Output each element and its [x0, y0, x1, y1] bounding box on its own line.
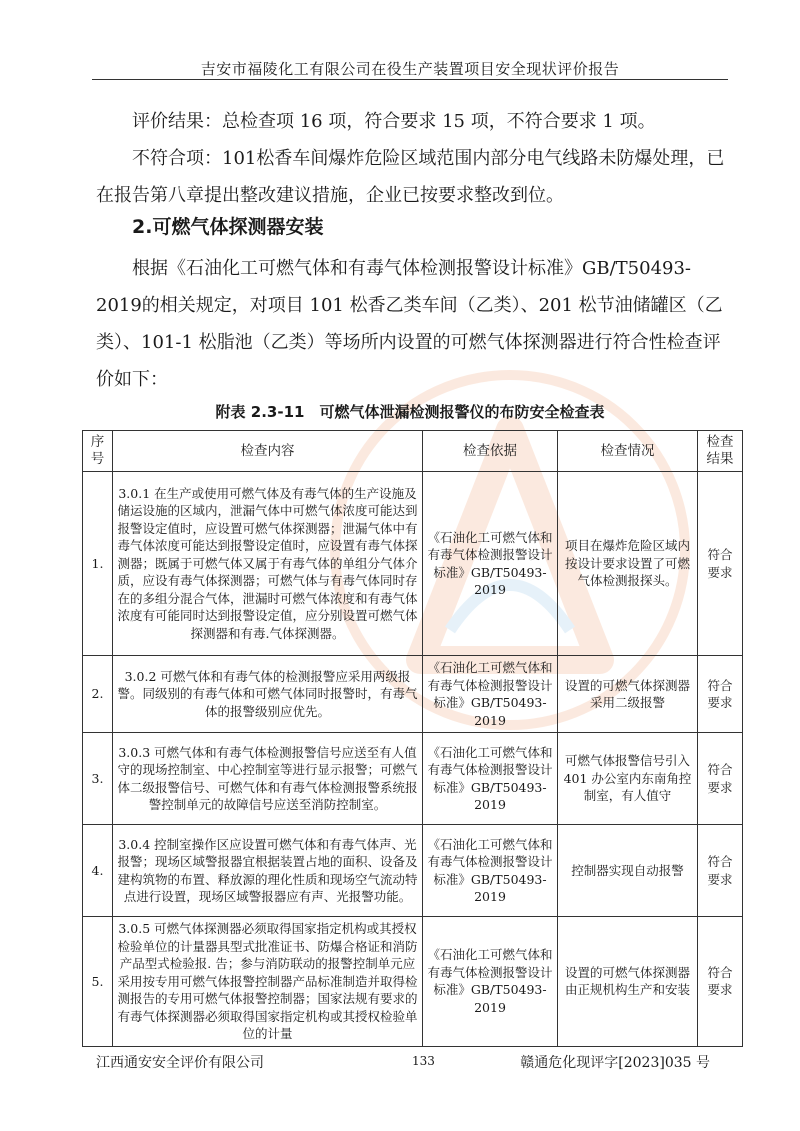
table-title: 附表 2.3-11 可燃气体泄漏检测报警仪的布防安全检查表 — [215, 403, 605, 421]
table-row — [83, 472, 743, 656]
footer-company: 江西通安安全评价有限公司 — [96, 1055, 264, 1071]
row-status: 设置的可燃气体探测器采用二级报警 — [558, 656, 698, 733]
row-basis: 《石油化工可燃气体和有毒气体检测报警设计标准》GB/T50493-2019 — [423, 656, 558, 733]
row-result: 符合要求 — [698, 656, 743, 733]
row-content: 3.0.5 可燃气体探测器必须取得国家指定机构或其授权检验单位的计量器具型式批准证书、防爆合格证和消防产品型式检验报. 告；参与消防联动的报警控制单元应采用按专用可燃气体报警控制器产品标准制造并取得检测报告的专用可燃气体报警控制器；国家法规有要求的有毒气体探测器必须取得国家指定机构或其授权检验单位的计量 — [113, 917, 423, 1047]
page-number: 133 — [412, 1054, 435, 1068]
table-row — [83, 825, 743, 917]
row-result: 符合要求 — [698, 472, 743, 656]
header-rule — [92, 79, 728, 80]
table-row — [83, 733, 743, 825]
row-no: 2. — [83, 656, 113, 733]
row-no: 4. — [83, 825, 113, 917]
header-status: 检查情况 — [558, 431, 698, 472]
row-content: 3.0.1 在生产或使用可燃气体及有毒气体的生产设施及储运设施的区域内，泄漏气体中可燃气体浓度可能达到报警设定值时，应设置可燃气体探测器；泄漏气体中有毒气体浓度可能达到报警设定值时，应设置有毒气体探测器；既属于可燃气体又属于有毒气体的单组分气体介质，应设有毒气体探测器；可燃气体与有毒气体同时存在的多组分混合气体，泄漏时可燃气体浓度和有毒气体浓度有可能同时达到报警设定值，应分别设置可燃气体探测器和有毒.气体探测器。 — [113, 472, 423, 656]
row-status: 设置的可燃气体探测器由正规机构生产和安装 — [558, 917, 698, 1047]
row-no: 5. — [83, 917, 113, 1047]
row-basis: 《石油化工可燃气体和有毒气体检测报警设计标准》GB/T50493-2019 — [423, 472, 558, 656]
row-basis: 《石油化工可燃气体和有毒气体检测报警设计标准》GB/T50493-2019 — [423, 917, 558, 1047]
row-status: 可燃气体报警信号引入 401 办公室内东南角控制室，有人值守 — [558, 733, 698, 825]
row-content: 3.0.3 可燃气体和有毒气体检测报警信号应送至有人值守的现场控制室、中心控制室等进行显示报警；可燃气体二级报警信号、可燃气体和有毒气体检测报警系统报警控制单元的故障信号应送至消防控制室。 — [113, 733, 423, 825]
paragraph-result: 评价结果：总检查项 16 项，符合要求 15 项，不符合要求 1 项。 — [132, 111, 656, 132]
page-header: 吉安市福陵化工有限公司在役生产装置项目安全现状评价报告 — [200, 60, 620, 78]
row-result: 符合要求 — [698, 825, 743, 917]
row-no: 3. — [83, 733, 113, 825]
row-result: 符合要求 — [698, 733, 743, 825]
header-content: 检查内容 — [113, 431, 423, 472]
table-row — [83, 656, 743, 733]
row-no: 1. — [83, 472, 113, 656]
table-row — [83, 917, 743, 1047]
row-status: 控制器实现自动报警 — [558, 825, 698, 917]
section-title: 2.可燃气体探测器安装 — [132, 216, 324, 238]
header-result: 检查结果 — [698, 431, 743, 472]
inspection-table — [82, 430, 743, 1047]
table-header-row — [83, 431, 743, 472]
header-no: 序号 — [83, 431, 113, 472]
row-status: 项目在爆炸危险区域内按设计要求设置了可燃气体检测报探头。 — [558, 472, 698, 656]
row-content: 3.0.4 控制室操作区应设置可燃气体和有毒气体声、光报警；现场区域警报器宜根据装置占地的面积、设备及建构筑物的布置、释放源的理化性质和现场空气流动特点进行设置，现场区域警报器应有声、光报警功能。 — [113, 825, 423, 917]
header-basis: 检查依据 — [423, 431, 558, 472]
row-basis: 《石油化工可燃气体和有毒气体检测报警设计标准》GB/T50493-2019 — [423, 825, 558, 917]
row-content: 3.0.2 可燃气体和有毒气体的检测报警应采用两级报警。同级别的有毒气体和可燃气体同时报警时，有毒气体的报警级别应优先。 — [113, 656, 423, 733]
paragraph-intro: 根据《石油化工可燃气体和有毒气体检测报警设计标准》GB/T50493-2019的相关规定，对项目 101 松香乙类车间（乙类）、201 松节油储罐区（乙类）、101-1 松脂池（乙类）等场所内设置的可燃气体探测器进行符合性检查评价如下： — [96, 258, 723, 390]
row-basis: 《石油化工可燃气体和有毒气体检测报警设计标准》GB/T50493-2019 — [423, 733, 558, 825]
paragraph-nonconform: 不符合项：101松香车间爆炸危险区域范围内部分电气线路未防爆处理，已在报告第八章提出整改建议措施，企业已按要求整改到位。 — [96, 148, 725, 206]
footer-doc-number: 赣通危化现评字[2023]035 号 — [520, 1055, 710, 1071]
row-result: 符合要求 — [698, 917, 743, 1047]
